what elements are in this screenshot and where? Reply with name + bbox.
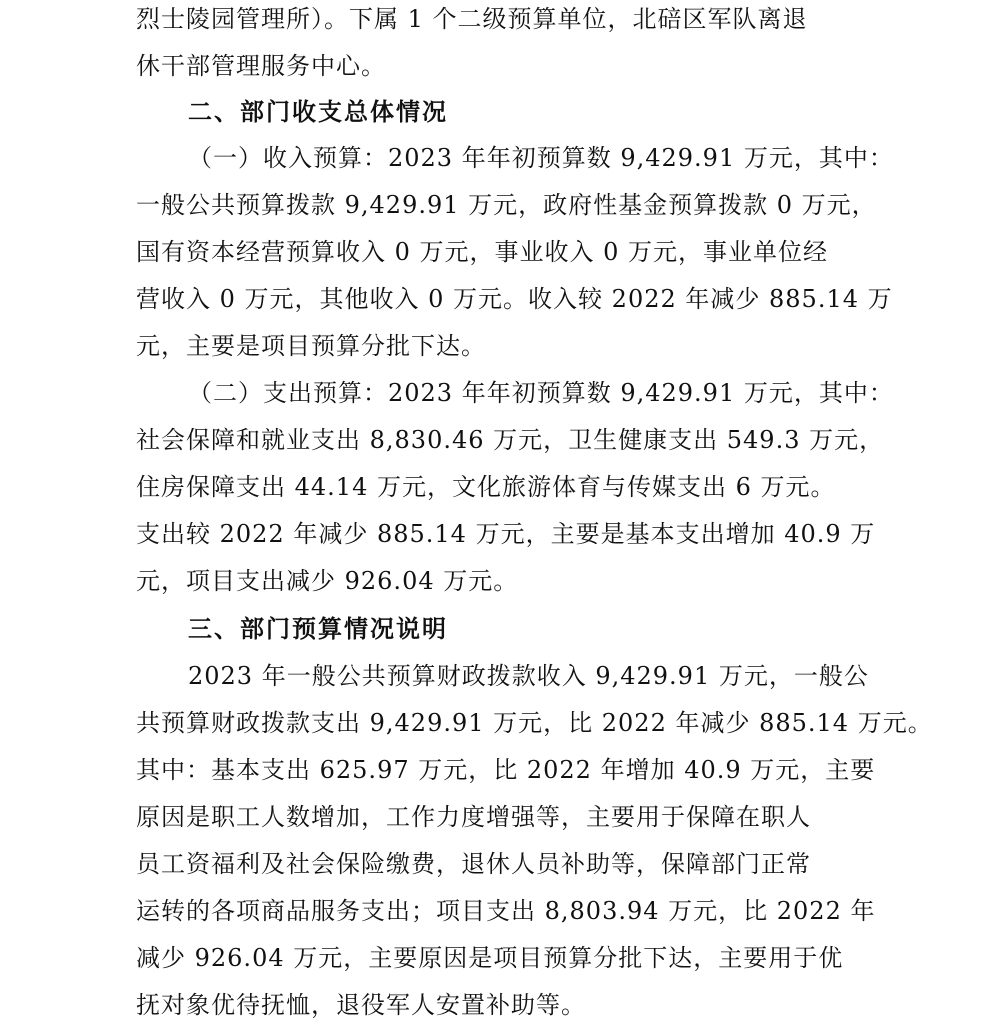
paragraph-line: 员工资福利及社会保险缴费，退休人员补助等，保障部门正常	[136, 850, 811, 878]
paragraph-line: 运转的各项商品服务支出；项目支出 8,803.94 万元，比 2022 年	[136, 897, 876, 925]
section-heading-2: 二、部门收支总体情况	[188, 98, 448, 126]
paragraph-line: 原因是职工人数增加，工作力度增强等，主要用于保障在职人	[136, 803, 811, 831]
paragraph-line: 一般公共预算拨款 9,429.91 万元，政府性基金预算拨款 0 万元，	[136, 191, 877, 219]
paragraph-line: 支出较 2022 年减少 885.14 万元，主要是基本支出增加 40.9 万	[136, 520, 876, 548]
paragraph-line: 其中：基本支出 625.97 万元，比 2022 年增加 40.9 万元，主要	[136, 756, 876, 784]
paragraph-line: 国有资本经营预算收入 0 万元，事业收入 0 万元，事业单位经	[136, 238, 829, 266]
paragraph-line: 休干部管理服务中心。	[136, 52, 386, 80]
paragraph-line: 2023 年一般公共预算财政拨款收入 9,429.91 万元，一般公	[188, 662, 869, 690]
paragraph-line: 共预算财政拨款支出 9,429.91 万元，比 2022 年减少 885.14 万元。	[136, 709, 933, 737]
section-heading-3: 三、部门预算情况说明	[188, 615, 448, 643]
paragraph-line: （二）支出预算：2023 年年初预算数 9,429.91 万元，其中：	[188, 379, 894, 407]
paragraph-line: 营收入 0 万元，其他收入 0 万元。收入较 2022 年减少 885.14 万	[136, 285, 893, 313]
paragraph-line: （一）收入预算：2023 年年初预算数 9,429.91 万元，其中：	[188, 144, 894, 172]
paragraph-line: 烈士陵园管理所）。下属 1 个二级预算单位，北碚区军队离退	[136, 5, 808, 33]
paragraph-line: 社会保障和就业支出 8,830.46 万元，卫生健康支出 549.3 万元，	[136, 426, 885, 454]
paragraph-line: 元，主要是项目预算分批下达。	[136, 332, 486, 360]
paragraph-line: 元，项目支出减少 926.04 万元。	[136, 567, 519, 595]
paragraph-line: 减少 926.04 万元，主要原因是项目预算分批下达，主要用于优	[136, 944, 844, 972]
paragraph-line: 抚对象优待抚恤，退役军人安置补助等。	[136, 991, 586, 1019]
paragraph-line: 住房保障支出 44.14 万元，文化旅游体育与传媒支出 6 万元。	[136, 473, 836, 501]
